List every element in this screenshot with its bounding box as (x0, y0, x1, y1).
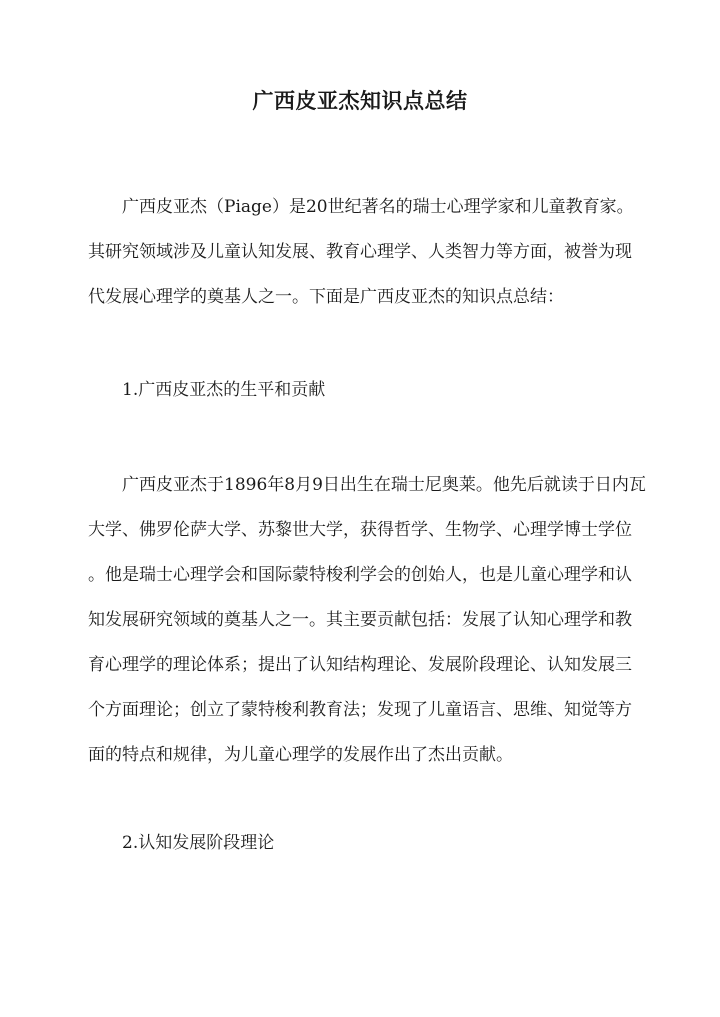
paragraph-line: 广西皮亚杰于1896年8月9日出生在瑞士尼奥莱。他先后就读于日内瓦 (122, 475, 646, 495)
paragraph-line: 个方面理论；创立了蒙特梭利教育法；发现了儿童语言、思维、知觉等方 (88, 700, 632, 720)
section-heading-2: 2.认知发展阶段理论 (122, 833, 275, 853)
paragraph-line: 其研究领域涉及儿童认知发展、教育心理学、人类智力等方面，被誉为现 (88, 242, 632, 262)
paragraph-line: 大学、佛罗伦萨大学、苏黎世大学，获得哲学、生物学、心理学博士学位 (88, 520, 632, 540)
paragraph-line: 代发展心理学的奠基人之一。下面是广西皮亚杰的知识点总结： (88, 287, 564, 307)
paragraph-line: 。他是瑞士心理学会和国际蒙特梭利学会的创始人，也是儿童心理学和认 (88, 565, 632, 585)
paragraph-line: 知发展研究领域的奠基人之一。其主要贡献包括：发展了认知心理学和教 (88, 610, 632, 630)
document-title: 广西皮亚杰知识点总结 (252, 88, 468, 113)
paragraph-line: 广西皮亚杰（Piage）是20世纪著名的瑞士心理学家和儿童教育家。 (122, 197, 634, 217)
paragraph-line: 育心理学的理论体系；提出了认知结构理论、发展阶段理论、认知发展三 (88, 655, 632, 675)
intro-paragraph (88, 185, 634, 320)
section-heading-1: 1.广西皮亚杰的生平和贡献 (122, 380, 326, 400)
section1-paragraph (88, 463, 646, 778)
paragraph-line: 面的特点和规律，为儿童心理学的发展作出了杰出贡献。 (88, 745, 513, 765)
